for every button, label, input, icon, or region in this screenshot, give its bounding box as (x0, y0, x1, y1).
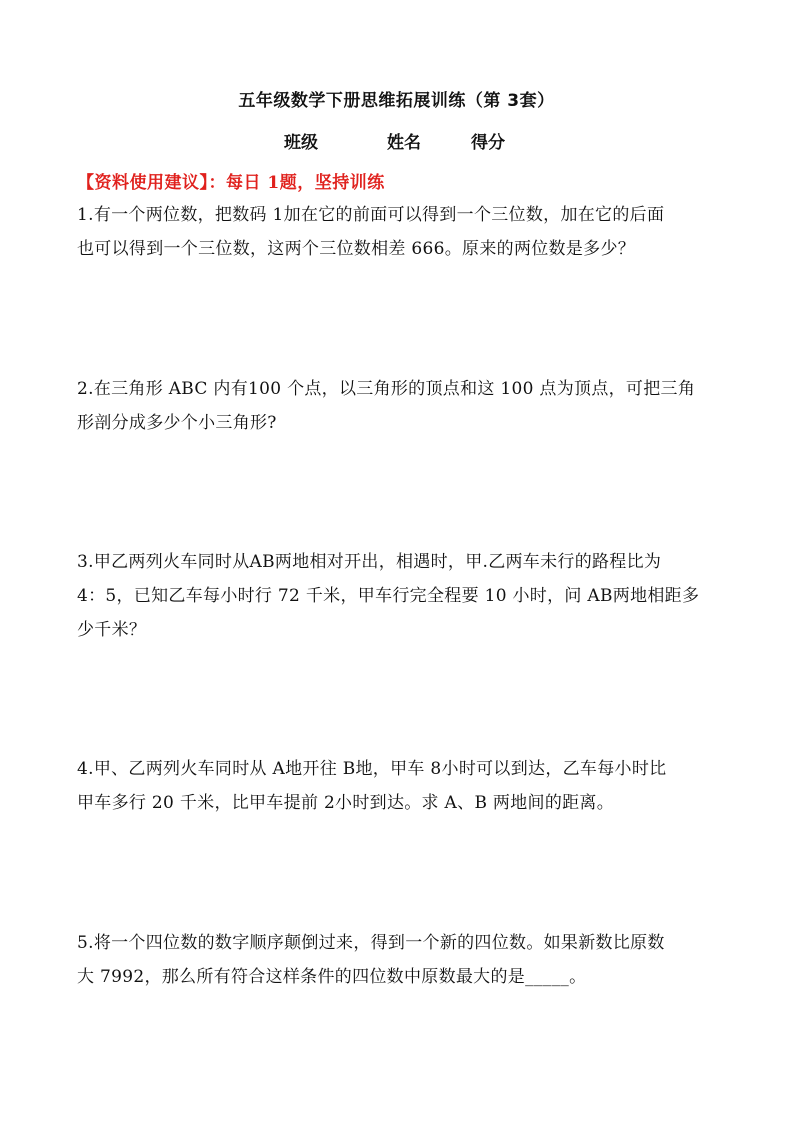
question-3-line-3: 少千米？ (77, 620, 147, 640)
name-label: 姓名 (387, 133, 421, 153)
usage-advice: 【资料使用建议】：每日 1题，坚持训练 (77, 173, 385, 193)
question-5-line-2: 大 7992，那么所有符合这样条件的四位数中原数最大的是_____。 (77, 967, 587, 987)
question-5 (77, 926, 727, 994)
question-3 (77, 545, 727, 647)
student-info-row (0, 128, 793, 152)
question-1-line-1: 1.有一个两位数，把数码 1加在它的前面可以得到一个三位数，加在它的后面 (77, 205, 665, 225)
question-2 (77, 372, 727, 440)
score-label: 得分 (471, 133, 505, 153)
question-1-line-2: 也可以得到一个三位数，这两个三位数相差 666。原来的两位数是多少？ (77, 239, 636, 259)
question-2-line-1: 2.在三角形 ABC 内有100 个点，以三角形的顶点和这 100 点为顶点，可把三角 (77, 379, 696, 399)
question-4-line-2: 甲车多行 20 千米，比甲车提前 2小时到达。求 A、B 两地间的距离。 (77, 793, 615, 813)
question-3-line-1: 3.甲乙两列火车同时从AB两地相对开出，相遇时，甲.乙两车未行的路程比为 (77, 552, 662, 572)
question-4 (77, 752, 727, 820)
question-5-line-1: 5.将一个四位数的数字顺序颠倒过来，得到一个新的四位数。如果新数比原数 (77, 933, 665, 953)
question-2-line-2: 形剖分成多少个小三角形? (77, 413, 277, 433)
question-3-line-2: 4：5，已知乙车每小时行 72 千米，甲车行完全程要 10 小时，问 AB两地相距多 (77, 586, 700, 606)
worksheet-title: 五年级数学下册思维拓展训练（第 3套） (238, 91, 555, 111)
question-1 (77, 198, 727, 266)
question-4-line-1: 4.甲、乙两列火车同时从 A地开往 B地，甲车 8小时可以到达，乙车每小时比 (77, 759, 667, 779)
class-label: 班级 (284, 133, 318, 153)
